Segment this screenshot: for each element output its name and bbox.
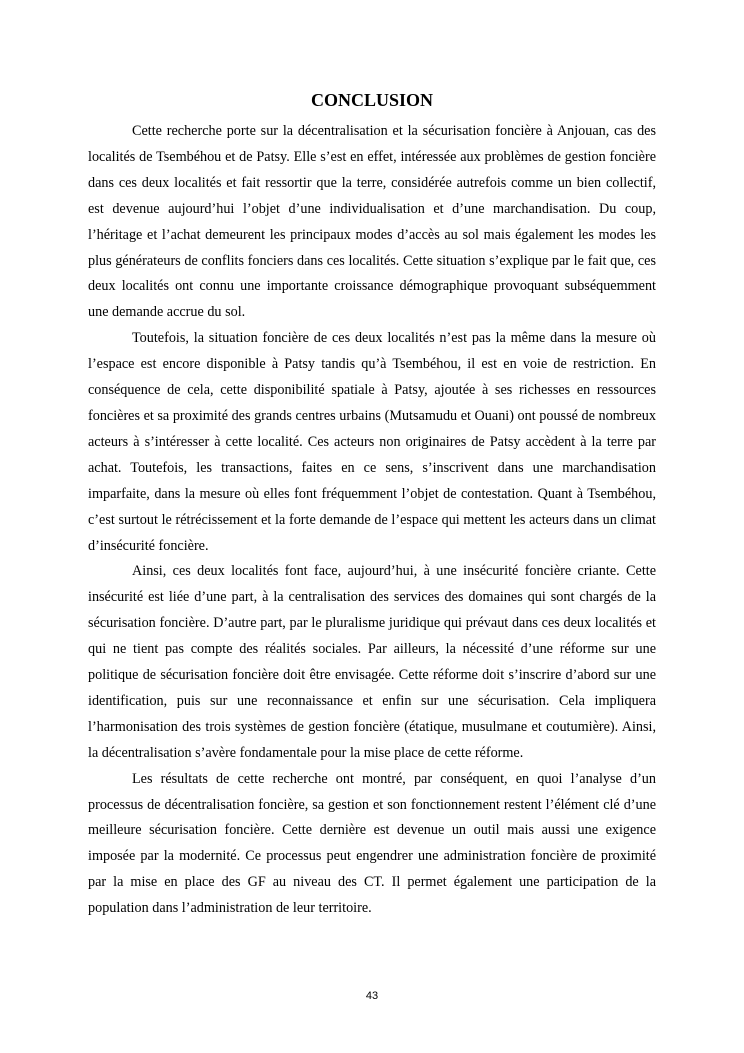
page-number: 43 bbox=[365, 990, 379, 1002]
paragraph-3: Ainsi, ces deux localités font face, aujourd’hui, à une insécurité foncière criante. Cette insécurité est liée d’une part, à la centralisation des services des domaines qui sont chargés de la sécurisation foncière. D’autre part, par le pluralisme juridique qui prévaut dans ces deux localités et qui ne tient pas compte des réalités sociales. Par ailleurs, la nécessité d’une réforme sur une politique de sécurisation foncière doit être envisagée. Cette réforme doit s’inscrire d’abord sur une identification, puis sur une reconnaissance et enfin sur une sécurisation. Cela impliquera l’harmonisation des trois systèmes de gestion foncière (étatique, musulmane et coutumière). Ainsi, la décentralisation s’avère fondamentale pour la mise place de cette réforme. bbox=[88, 563, 656, 761]
body-text bbox=[88, 119, 656, 922]
paragraph-1: Cette recherche porte sur la décentralisation et la sécurisation foncière à Anjouan, cas des localités de Tsembéhou et de Patsy. Elle s’est en effet, intéressée aux problèmes de gestion foncière dans ces deux localités et fait ressortir que la terre, considérée autrefois comme un bien collectif, est devenue aujourd’hui l’objet d’une individualisation et d’une marchandisation. Du coup, l’héritage et l’achat demeurent les principaux modes d’accès au sol mais également les modes les plus générateurs de conflits fonciers dans ces localités. Cette situation s’explique par le fait que, ces deux localités ont connu une importante croissance démographique provoquant subséquemment une demande accrue du sol. bbox=[88, 123, 656, 321]
paragraph-4: Les résultats de cette recherche ont montré, par conséquent, en quoi l’analyse d’un processus de décentralisation foncière, sa gestion et son fonctionnement restent l’élément clé d’une meilleure sécurisation foncière. Cette dernière est devenue un outil mais aussi une exigence imposée par la modernité. Ce processus peut engendrer une administration foncière de proximité par la mise en place des GF au niveau des CT. Il permet également une participation de la population dans l’administration de leur territoire. bbox=[88, 770, 656, 917]
section-title: CONCLUSION bbox=[310, 90, 434, 110]
paragraph-2: Toutefois, la situation foncière de ces deux localités n’est pas la même dans la mesure où l’espace est encore disponible à Patsy tandis qu’à Tsembéhou, il est en voie de restriction. En conséquence de cela, cette disponibilité spatiale à Patsy, ajoutée à ses richesses en ressources foncières et sa proximité des grands centres urbains (Mutsamudu et Ouani) ont poussé de nombreux acteurs à s’intéresser à cette localité. Ces acteurs non originaires de Patsy accèdent à la terre par achat. Toutefois, les transactions, faites en ce sens, s’inscrivent dans une marchandisation imparfaite, dans la mesure où elles font fréquemment l’objet de contestation. Quant à Tsembéhou, c’est surtout le rétrécissement et la forte demande de l’espace qui mettent les acteurs dans un climat d’insécurité foncière. bbox=[88, 330, 656, 554]
